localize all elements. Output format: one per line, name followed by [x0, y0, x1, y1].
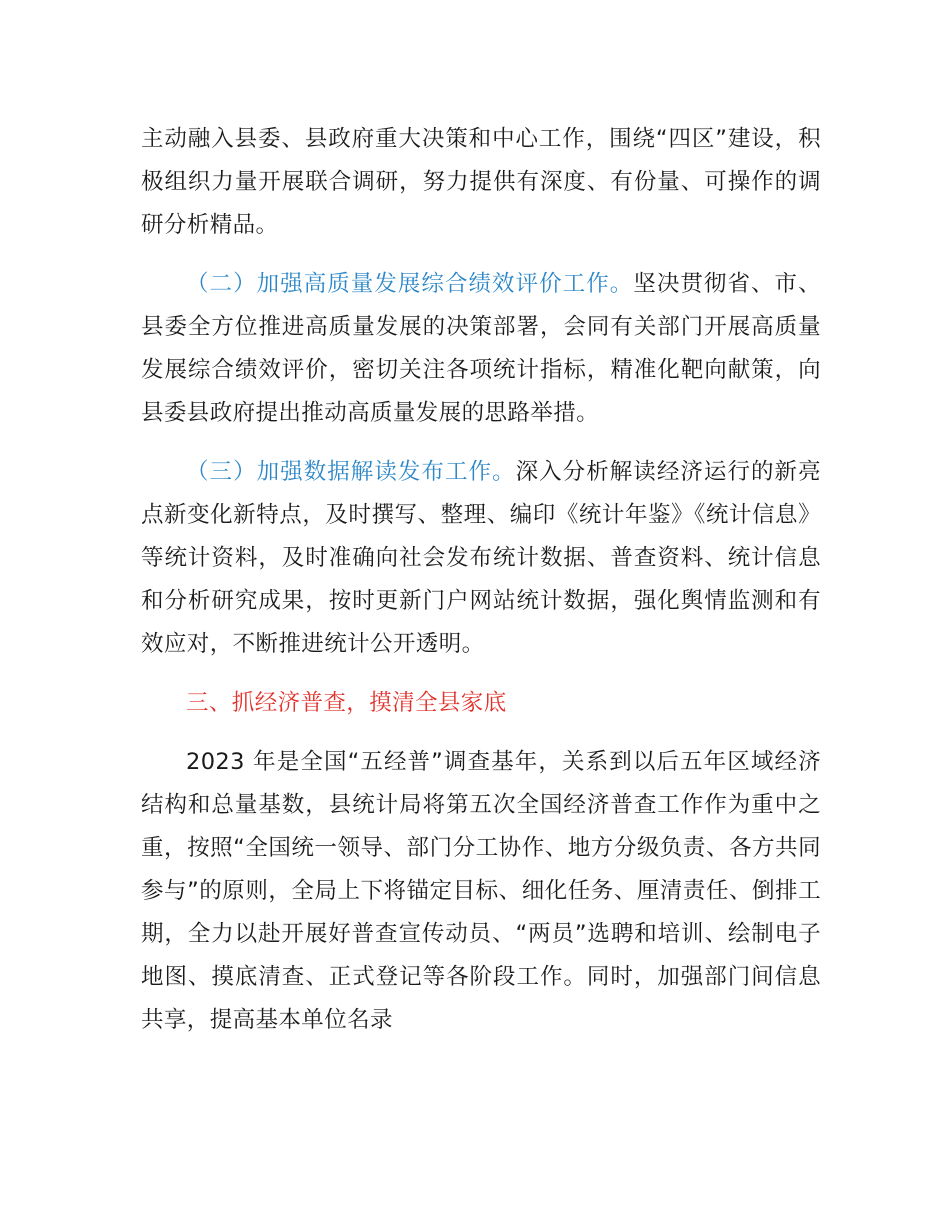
document-body [141, 118, 821, 1042]
subheading-data-release: （三）加强数据解读发布工作。 [186, 459, 516, 485]
paragraph-performance-evaluation [141, 263, 821, 435]
paragraph-economic-census: 2023 年是全国“五经普”调查基年，关系到以后五年区域经济结构和总量基数，县统计局将第五次全国经济普查工作作为重中之重，按照“全国统一领导、部门分工协作、地方分级负责、各方共同参与”的原则，全局上下将锚定目标、细化任务、厘清责任、倒排工期，全力以赴开展好普查宣传动员、“两员”选聘和培训、绘制电子地图、摸底清查、正式登记等各阶段工作。同时，加强部门间信息共享，提高基本单位名录 [141, 749, 821, 1033]
paragraph-continuation: 主动融入县委、县政府重大决策和中心工作，围绕“四区”建设，积极组织力量开展联合调研，努力提供有深度、有份量、可操作的调研分析精品。 [141, 126, 821, 238]
paragraph-data-release-body: 深入分析解读经济运行的新亮点新变化新特点，及时撰写、整理、编印《统计年鉴》《统计信息》等统计资料，及时准确向社会发布统计数据、普查资料、统计信息和分析研究成果，按时更新门户网站统计数据，强化舆情监测和有效应对，不断推进统计公开透明。 [141, 459, 821, 657]
paragraph-data-release [141, 451, 821, 666]
subheading-performance-evaluation: （二）加强高质量发展综合绩效评价工作。 [186, 271, 634, 297]
section-heading-economic-census: 三、抓经济普查，摸清全县家底 [186, 690, 507, 716]
paragraph-performance-evaluation-body: 坚决贯彻省、市、县委全方位推进高质量发展的决策部署，会同有关部门开展高质量发展综合绩效评价，密切关注各项统计指标，精准化靶向献策，向县委县政府提出推动高质量发展的思路举措。 [141, 271, 821, 426]
